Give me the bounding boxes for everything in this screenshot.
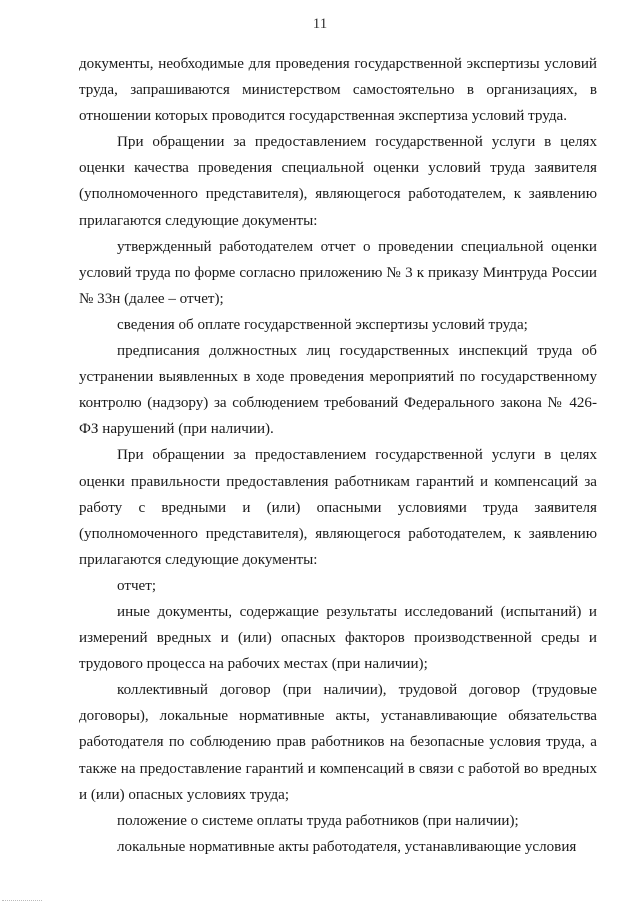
paragraph-agreements-item: коллективный договор (при наличии), трудовой договор (трудовые договоры), локальные нормативные акты, устанавливающие обязательства работодателя по соблюдению прав работников на безопасные условия труда, а также на предоставление гарантий и компенсаций в связи с работой во вредных и (или) опасных условиях труда; bbox=[79, 682, 597, 803]
paragraph-continuation: документы, необходимые для проведения государственной экспертизы условий труда, запрашиваются министерством самостоятельно в организациях, в отношении которых проводится государственная экспертиза условий труда. bbox=[79, 56, 597, 125]
paragraph-payment-item: сведения об оплате государственной экспертизы условий труда; bbox=[117, 316, 528, 333]
scan-artifact-mark bbox=[2, 900, 42, 903]
paragraph-pay-system-item: положение о системе оплаты труда работников (при наличии); bbox=[117, 812, 519, 829]
paragraph-inspection-orders-item: предписания должностных лиц государственных инспекций труда об устранении выявленных в ходе проведения мероприятий по государственному контролю (надзору) за соблюдением требований Федерального закона № 426-ФЗ нарушений (при наличии). bbox=[79, 343, 597, 438]
paragraph-guarantees-assessment-intro: При обращении за предоставлением государственной услуги в целях оценки правильности предоставления работникам гарантий и компенсаций за работу с вредными и (или) опасными условиями труда заявителя (уполномоченного представителя), являющегося работодателем, к заявлению прилагаются следующие документы: bbox=[79, 447, 597, 568]
paragraph-report-short-item: отчет; bbox=[117, 577, 157, 594]
paragraph-measurements-item: иные документы, содержащие результаты исследований (испытаний) и измерений вредных и (или) опасных факторов производственной среды и трудового процесса на рабочих местах (при наличии); bbox=[79, 603, 597, 673]
paragraph-quality-assessment-intro: При обращении за предоставлением государственной услуги в целях оценки качества проведения специальной оценки условий труда заявителя (уполномоченного представителя), являющегося работодателем, к заявлению прилагаются следующие документы: bbox=[79, 134, 597, 229]
document-body bbox=[79, 51, 597, 860]
paragraph-report-item: утвержденный работодателем отчет о проведении специальной оценки условий труда по форме согласно приложению № 3 к приказу Минтруда России № 33н (далее – отчет); bbox=[79, 238, 597, 307]
paragraph-local-acts-item: локальные нормативные акты работодателя, устанавливающие условия bbox=[117, 838, 577, 855]
page-number: 11 bbox=[312, 16, 328, 32]
